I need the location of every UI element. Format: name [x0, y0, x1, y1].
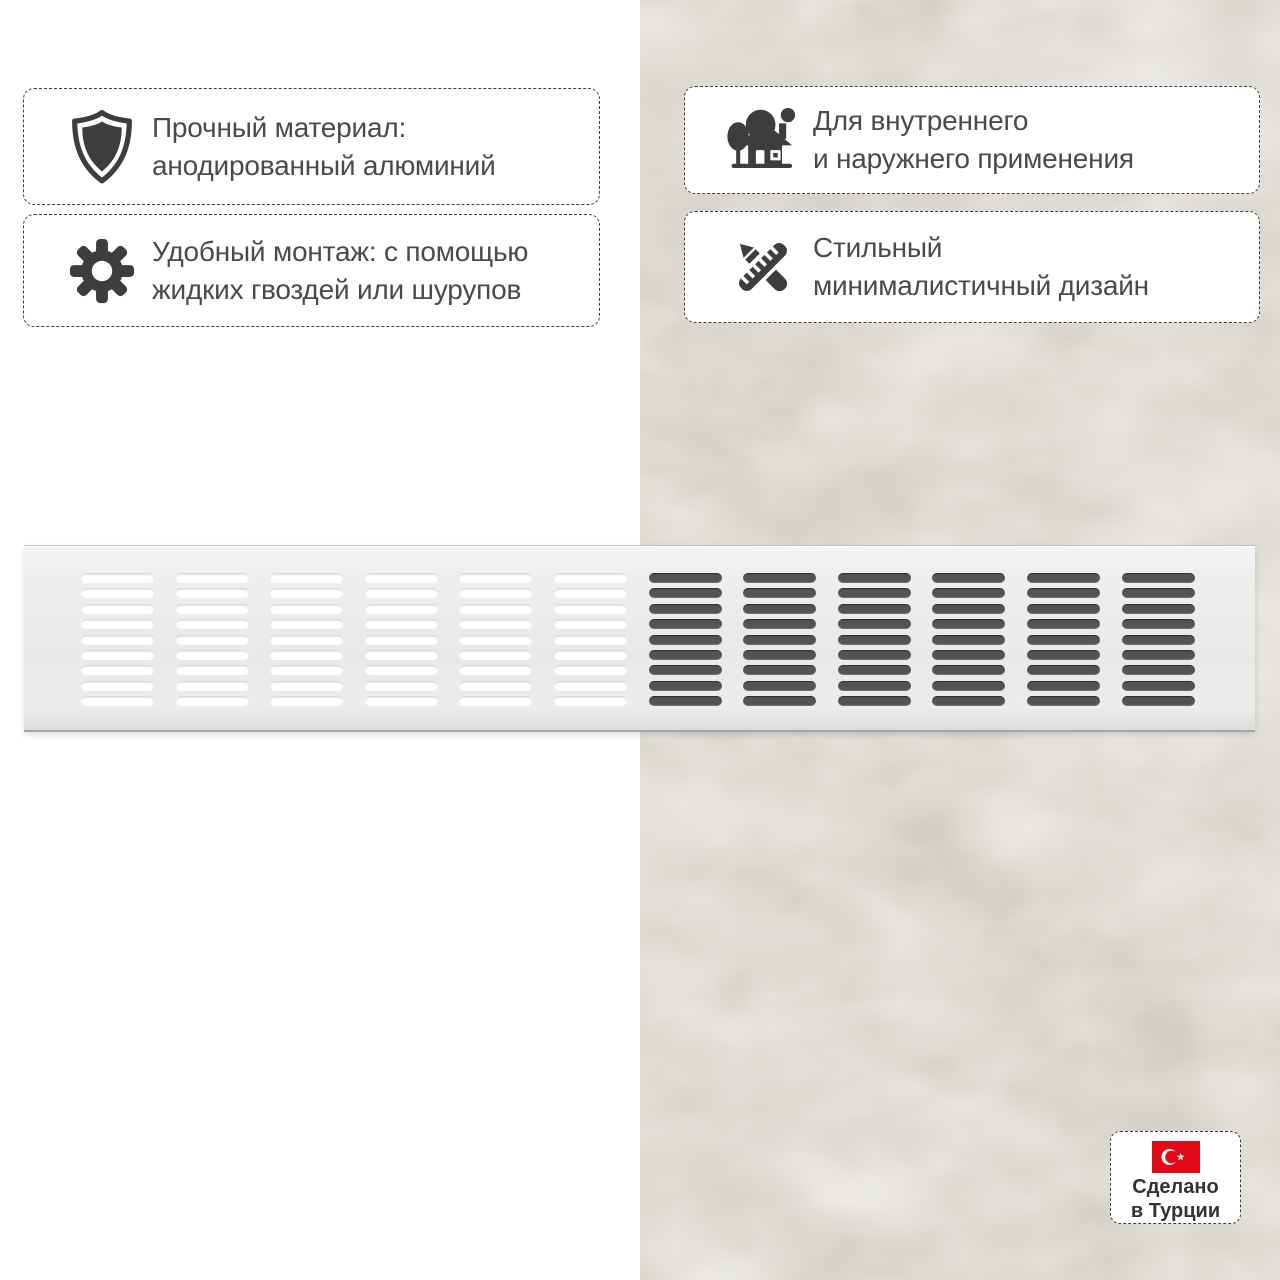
vent-slot [81, 619, 154, 629]
vent-slot [81, 604, 154, 614]
vent-slot [176, 696, 249, 706]
vent-slot [1122, 696, 1195, 706]
vent-slot [743, 696, 816, 706]
vent-slot [1122, 650, 1195, 660]
vent-slot [1027, 650, 1100, 660]
slot-column [1122, 573, 1195, 706]
vent-slot [176, 650, 249, 660]
feature-line: Для внутреннего [813, 105, 1029, 136]
vent-slot [649, 665, 722, 675]
feature-text [152, 233, 528, 309]
vent-slot [554, 588, 627, 598]
vent-slot [743, 604, 816, 614]
vent-slot [932, 696, 1005, 706]
vent-slot [270, 588, 343, 598]
vent-slot [459, 635, 532, 645]
feature-line: Прочный материал: [152, 111, 407, 143]
vent-slot [932, 681, 1005, 691]
vent-slot [81, 696, 154, 706]
vent-slot [554, 665, 627, 675]
vent-slot [649, 573, 722, 583]
vent-slot [81, 681, 154, 691]
vent-slot [554, 604, 627, 614]
vent-slot [649, 681, 722, 691]
vent-slot [176, 619, 249, 629]
vent-slot [838, 604, 911, 614]
vent-slot [270, 604, 343, 614]
grille-slot-area [81, 573, 1195, 706]
vent-slot [1122, 619, 1195, 629]
vent-slot [838, 681, 911, 691]
house-icon [725, 102, 801, 178]
vent-slot [1122, 588, 1195, 598]
vent-slot [932, 588, 1005, 598]
vent-slot [743, 573, 816, 583]
vent-slot [459, 696, 532, 706]
vent-slot [554, 635, 627, 645]
turkey-flag-icon [1152, 1141, 1200, 1173]
vent-slot [932, 573, 1005, 583]
vent-slot [1122, 604, 1195, 614]
vent-slot [1122, 665, 1195, 675]
vent-slot [270, 681, 343, 691]
feature-easy-mounting [23, 214, 600, 327]
vent-slot [1027, 665, 1100, 675]
slot-column [838, 573, 911, 706]
pencil-ruler-icon [725, 229, 801, 305]
vent-slot [554, 573, 627, 583]
vent-slot [838, 619, 911, 629]
made-in-turkey-badge [1110, 1131, 1241, 1224]
feature-text [813, 229, 1149, 305]
vent-slot [270, 650, 343, 660]
vent-slot [743, 619, 816, 629]
slot-column [743, 573, 816, 706]
vent-slot [176, 635, 249, 645]
vent-slot [365, 650, 438, 660]
vent-slot [554, 696, 627, 706]
vent-slot [743, 588, 816, 598]
vent-slot [649, 650, 722, 660]
feature-text [152, 109, 496, 185]
vent-slot [932, 604, 1005, 614]
vent-slot [838, 650, 911, 660]
vent-slot [649, 696, 722, 706]
ventilation-grille-image [24, 545, 1255, 732]
vent-slot [176, 588, 249, 598]
vent-slot [932, 665, 1005, 675]
vent-slot [176, 665, 249, 675]
vent-slot [743, 635, 816, 645]
vent-slot [270, 635, 343, 645]
vent-slot [932, 619, 1005, 629]
vent-slot [743, 665, 816, 675]
vent-slot [554, 619, 627, 629]
vent-slot [81, 573, 154, 583]
badge-line: в Турции [1130, 1200, 1221, 1222]
vent-slot [459, 681, 532, 691]
vent-slot [1027, 696, 1100, 706]
slot-column [176, 573, 249, 706]
slot-column [554, 573, 627, 706]
vent-slot [838, 573, 911, 583]
feature-minimalist-design [684, 211, 1260, 323]
badge-line: Сделано [1132, 1176, 1219, 1198]
vent-slot [365, 635, 438, 645]
vent-slot [176, 573, 249, 583]
feature-line: Стильный [813, 232, 943, 263]
slot-column [1027, 573, 1100, 706]
vent-slot [81, 588, 154, 598]
vent-slot [649, 619, 722, 629]
vent-slot [365, 696, 438, 706]
vent-slot [459, 650, 532, 660]
vent-slot [365, 588, 438, 598]
vent-slot [1027, 619, 1100, 629]
vent-slot [743, 681, 816, 691]
slot-column [932, 573, 1005, 706]
feature-indoor-outdoor [684, 86, 1260, 194]
slot-column [270, 573, 343, 706]
vent-slot [176, 604, 249, 614]
vent-slot [1027, 635, 1100, 645]
vent-slot [270, 665, 343, 675]
vent-slot [649, 635, 722, 645]
vent-slot [176, 681, 249, 691]
vent-slot [1027, 604, 1100, 614]
vent-slot [459, 588, 532, 598]
vent-slot [1027, 573, 1100, 583]
vent-slot [838, 588, 911, 598]
vent-slot [1027, 588, 1100, 598]
feature-durable-material [23, 88, 600, 205]
vent-slot [459, 604, 532, 614]
vent-slot [365, 681, 438, 691]
slot-column [365, 573, 438, 706]
vent-slot [838, 696, 911, 706]
slot-column [649, 573, 722, 706]
vent-slot [554, 650, 627, 660]
vent-slot [459, 619, 532, 629]
vent-slot [81, 665, 154, 675]
vent-slot [459, 573, 532, 583]
vent-slot [365, 619, 438, 629]
vent-slot [649, 604, 722, 614]
vent-slot [459, 665, 532, 675]
vent-slot [1122, 635, 1195, 645]
vent-slot [1122, 573, 1195, 583]
vent-slot [270, 573, 343, 583]
feature-line: анодированный алюминий [152, 149, 496, 181]
gear-icon [64, 233, 140, 309]
vent-slot [743, 650, 816, 660]
vent-slot [554, 681, 627, 691]
vent-slot [838, 635, 911, 645]
feature-line: жидких гвоздей или шурупов [152, 273, 522, 305]
vent-slot [649, 588, 722, 598]
feature-line: минималистичный дизайн [813, 270, 1149, 301]
vent-slot [365, 665, 438, 675]
slot-column [81, 573, 154, 706]
feature-text [813, 102, 1134, 178]
vent-slot [270, 619, 343, 629]
feature-line: Удобный монтаж: с помощью [152, 235, 529, 267]
vent-slot [365, 573, 438, 583]
feature-line: и наружнего применения [813, 143, 1134, 174]
vent-slot [81, 635, 154, 645]
vent-slot [270, 696, 343, 706]
vent-slot [932, 635, 1005, 645]
vent-slot [838, 665, 911, 675]
slot-column [459, 573, 532, 706]
vent-slot [932, 650, 1005, 660]
vent-slot [81, 650, 154, 660]
vent-slot [365, 604, 438, 614]
vent-slot [1122, 681, 1195, 691]
vent-slot [1027, 681, 1100, 691]
shield-icon [64, 109, 140, 185]
